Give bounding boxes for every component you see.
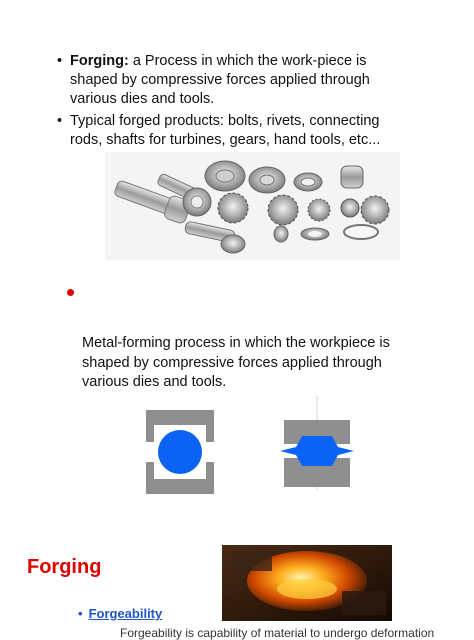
red-bullet-marker — [67, 289, 74, 296]
round-workpiece — [158, 430, 202, 474]
forging-definition-line-2: shaped by compressive forces applied through — [70, 72, 370, 88]
products-line-2: rods, shafts for turbines, gears, hand tools, etc... — [70, 132, 381, 148]
forging-term: Forging: — [70, 53, 129, 69]
bullet-typical-products — [57, 112, 380, 131]
forming-definition-line-2: shaped by compressive forces applied through — [82, 354, 382, 371]
forging-definition-line-1: a Process in which the work-piece is — [128, 53, 367, 69]
forged-flat-ring — [344, 225, 378, 239]
hot-forging-photo — [222, 545, 392, 621]
products-line-1: Typical forged products: bolts, rivets, connecting — [70, 113, 380, 129]
forming-definition-paragraph — [82, 334, 402, 393]
bullet-dot: • — [57, 113, 63, 129]
bullet-dot: • — [57, 53, 63, 69]
die-diagram-after — [276, 396, 366, 490]
bullet-dot: • — [78, 606, 83, 621]
section-title: Forging — [27, 556, 102, 578]
forgeability-link[interactable] — [78, 606, 162, 621]
forming-definition-line-3: various dies and tools. — [82, 374, 227, 390]
forged-products-photo — [105, 152, 400, 260]
forging-definition-line-3: various dies and tools. — [70, 91, 215, 107]
forged-nut — [274, 226, 288, 242]
bullet-forging-definition — [57, 52, 367, 71]
forged-hub — [341, 166, 363, 188]
forgeability-label: Forgeability — [88, 606, 163, 621]
die-diagram-before — [146, 410, 214, 494]
forming-definition-line-1: Metal-forming process in which the workpiece is — [82, 335, 390, 351]
cutoff-text-line: Forgeability is capability of material to undergo deformation — [120, 626, 435, 640]
